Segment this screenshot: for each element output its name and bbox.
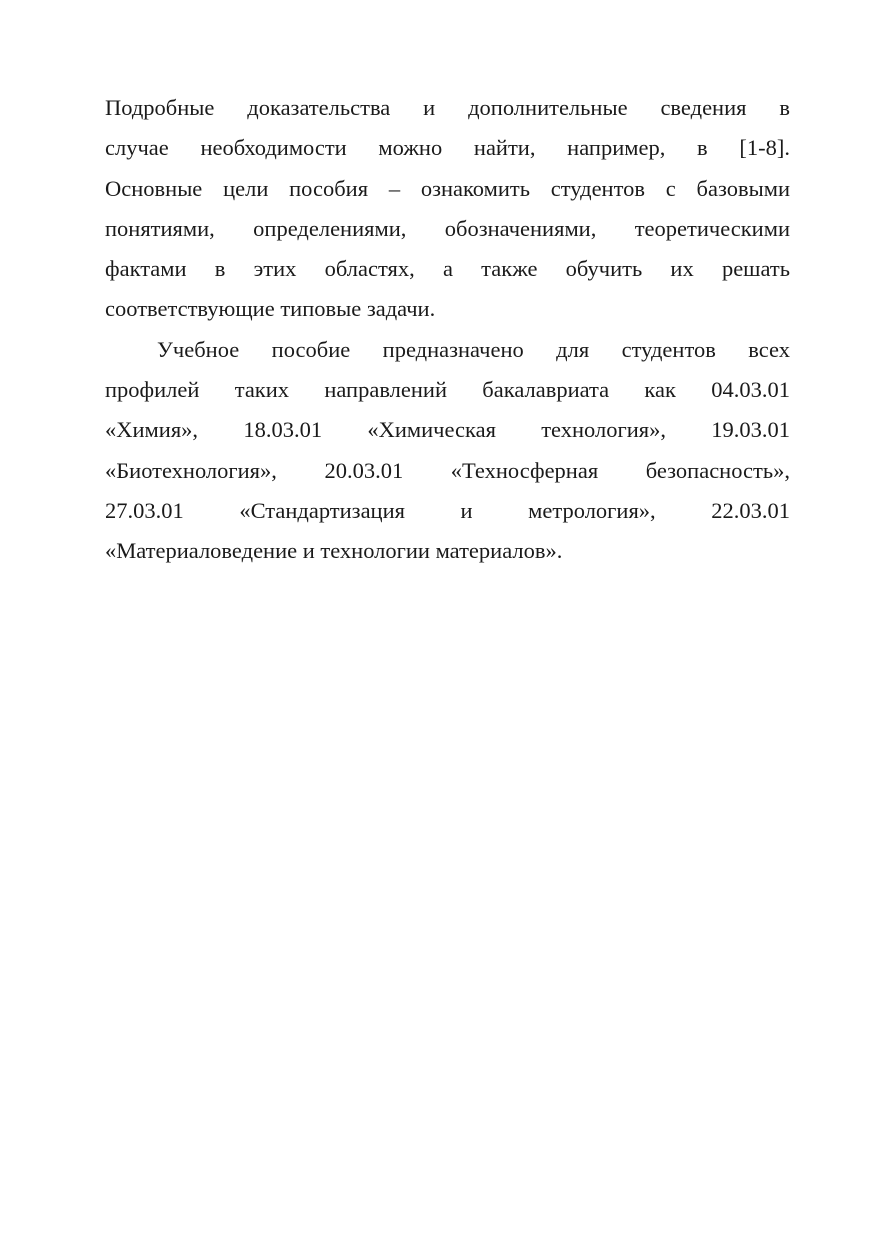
text-line: профилей таких направлений бакалавриата как 04.03.01 (105, 377, 790, 403)
body-text (105, 88, 790, 572)
text-line: 27.03.01 «Стандартизация и метрология», 22.03.01 (105, 497, 790, 523)
text-line: Подробные доказательства и дополнительные сведения в (105, 95, 790, 120)
text-line: фактами в этих областях, а также обучить их решать (105, 256, 790, 282)
paragraph-2 (105, 330, 790, 572)
text-line: случае необходимости можно найти, например, в [1-8]. (105, 135, 790, 161)
text-line: Учебное пособие предназначено для студентов всех (157, 336, 790, 362)
text-line: Основные цели пособия – ознакомить студентов с базовыми (105, 175, 790, 201)
paragraph-1 (105, 88, 790, 330)
text-line: «Химия», 18.03.01 «Химическая технология», 19.03.01 (105, 417, 790, 443)
text-line: «Биотехнология», 20.03.01 «Техносферная безопасность», (105, 457, 790, 483)
text-line: понятиями, определениями, обозначениями, теоретическими (105, 215, 790, 241)
text-line: соответствующие типовые задачи. (105, 296, 436, 322)
text-line: «Материаловедение и технологии материалов». (105, 538, 563, 564)
